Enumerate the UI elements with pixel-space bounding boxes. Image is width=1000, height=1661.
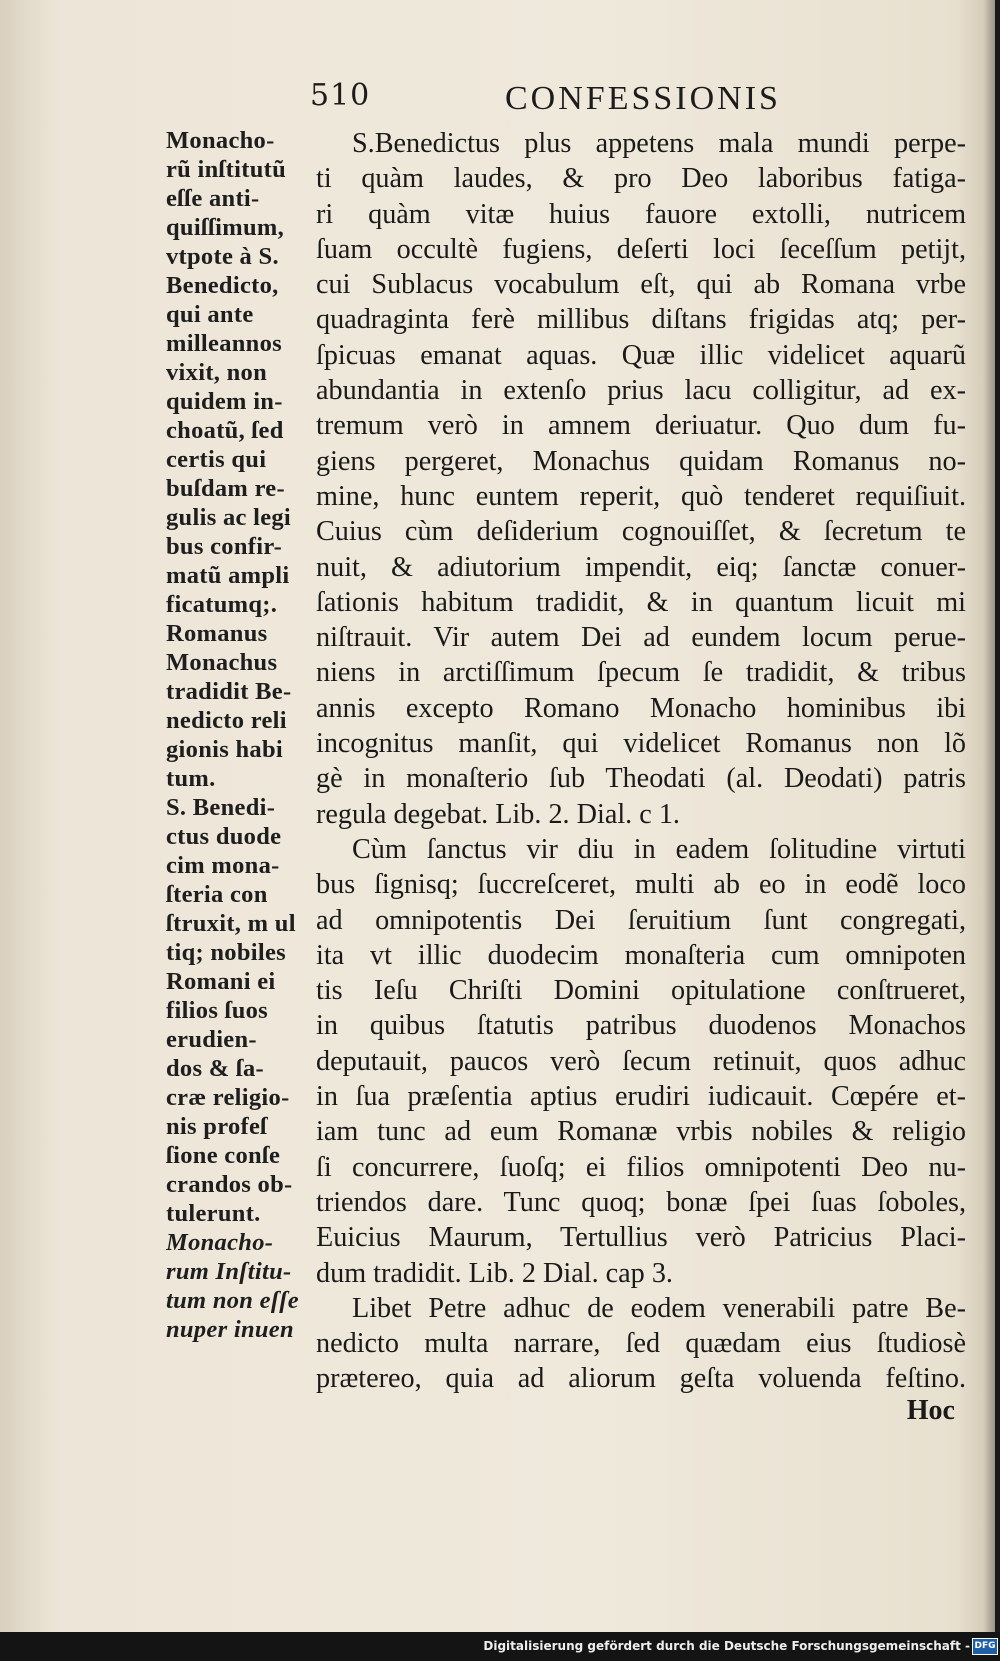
margin-note-line: gionis habi bbox=[166, 736, 284, 763]
body-text-line: gè in monaſterio ſub Theodati (al. Deodati) patris bbox=[316, 763, 966, 795]
body-text-line: Libet Petre adhuc de eodem venerabili patre Be- bbox=[352, 1292, 966, 1324]
body-text-line: quadraginta ferè millibus diſtans frigidas atq; per- bbox=[316, 304, 966, 336]
margin-note-line: quidem in- bbox=[166, 388, 283, 415]
body-text-line: ſuam occultè fugiens, deſerti loci ſeceſſum petijt, bbox=[316, 233, 966, 265]
margin-note-line: buſdam re- bbox=[166, 475, 285, 502]
body-text-line: Cùm ſanctus vir diu in eadem ſolitudine virtuti bbox=[352, 833, 966, 865]
margin-note-line: vixit, non bbox=[166, 359, 268, 386]
margin-note-line: Romani ei bbox=[166, 968, 276, 995]
margin-note-line: crandos ob- bbox=[166, 1171, 293, 1198]
margin-note-line: nuper inuen bbox=[166, 1316, 294, 1343]
body-text-line: nedicto multa narrare, ſed quædam eius ſtudiosè bbox=[316, 1328, 966, 1360]
margin-note-line: ſione conſe bbox=[166, 1142, 281, 1169]
margin-note-line: nis profeſ bbox=[166, 1113, 268, 1140]
body-text-line: tis Ieſu Chriſti Domini opitulatione conſtrueret, bbox=[316, 975, 966, 1007]
margin-notes bbox=[166, 126, 316, 1344]
body-text-line: cui Sublacus vocabulum eſt, qui ab Romana vrbe bbox=[316, 269, 966, 301]
page-edge-shadow bbox=[983, 0, 995, 1632]
page-number: 510 bbox=[310, 78, 371, 113]
margin-note-line: tiq; nobiles bbox=[166, 939, 286, 966]
body-text-line: annis excepto Romano Monacho hominibus ibi bbox=[316, 692, 966, 724]
body-text-line: tremum verò in amnem deriuatur. Quo dum fu- bbox=[316, 410, 966, 442]
body-text-line: ti quàm laudes, & pro Deo laboribus fatiga- bbox=[316, 163, 966, 195]
body-text-line: triendos dare. Tunc quoq; bonæ ſpei ſuas ſoboles, bbox=[316, 1186, 966, 1218]
body-text-line: dum tradidit. Lib. 2 Dial. cap 3. bbox=[316, 1257, 673, 1289]
margin-note-line: tum. bbox=[166, 765, 216, 792]
page-header bbox=[310, 78, 960, 128]
margin-note-line: filios ſuos bbox=[166, 997, 269, 1024]
margin-note-line: ſteria con bbox=[166, 881, 268, 908]
dfg-logo: DFG bbox=[972, 1638, 998, 1655]
body-text-line: in quibus ſtatutis patribus duodenos Monachos bbox=[316, 1010, 966, 1042]
footer-credit: Digitalisierung gefördert durch die Deutsche Forschungsgemeinschaft - bbox=[483, 1639, 970, 1653]
margin-note-line: bus confir- bbox=[166, 533, 283, 560]
body-text-line: ri quàm vitæ huius fauore extolli, nutricem bbox=[316, 198, 966, 230]
running-title: CONFESSIONIS bbox=[505, 80, 781, 117]
margin-note-line: ficatumq;. bbox=[166, 591, 278, 618]
body-text-line: ad omnipotentis Dei ſeruitium ſunt congregati, bbox=[316, 904, 966, 936]
margin-note-line: Monachus bbox=[166, 649, 278, 676]
body-text-line: Cuius cùm deſiderium cognouiſſet, & ſecretum te bbox=[316, 516, 966, 548]
body-text-line: ita vt illic duodecim monaſteria cum omnipoten bbox=[316, 939, 966, 971]
body-text-line: in ſua præſentia aptius erudiri iudicauit. Cœpére et- bbox=[316, 1081, 966, 1113]
margin-note-line: rum Inſtitu- bbox=[166, 1258, 292, 1285]
margin-note-line: matũ ampli bbox=[166, 562, 290, 589]
margin-note-line: Monacho- bbox=[166, 127, 275, 154]
margin-note-line: tradidit Be- bbox=[166, 678, 292, 705]
body-text bbox=[316, 126, 966, 1397]
digitization-footer bbox=[0, 1632, 1000, 1661]
margin-note-line: erudien- bbox=[166, 1026, 257, 1053]
margin-note-line: cræ religio- bbox=[166, 1084, 290, 1111]
body-text-line: ſationis habitum tradidit, & in quantum licuit mi bbox=[316, 586, 966, 618]
body-text-line: bus ſignisq; ſuccreſceret, multi ab eo in eodẽ loco bbox=[316, 869, 966, 901]
margin-note-line: ctus duode bbox=[166, 823, 282, 850]
body-text-line: Euicius Maurum, Tertullius verò Patricius Placi- bbox=[316, 1222, 966, 1254]
margin-note-line: tum non eſſe bbox=[166, 1287, 299, 1314]
margin-note-line: choatũ, ſed bbox=[166, 417, 284, 444]
catchword: Hoc bbox=[906, 1395, 955, 1426]
body-text-line: mine, hunc euntem reperit, quò tenderet requiſiuit. bbox=[316, 480, 966, 512]
body-text-line: S.Benedictus plus appetens mala mundi perpe- bbox=[352, 128, 966, 159]
body-text-line: prætereo, quia ad aliorum geſta voluenda feſtino. bbox=[316, 1363, 966, 1395]
margin-note-line: Romanus bbox=[166, 620, 268, 647]
margin-note-line: eſſe anti- bbox=[166, 185, 260, 212]
margin-note-line: quiſſimum, bbox=[166, 214, 285, 241]
body-text-line: giens pergeret, Monachus quidam Romanus no- bbox=[316, 445, 966, 477]
body-text-line: incognitus manſit, qui videlicet Romanus non lõ bbox=[316, 728, 966, 760]
margin-note-line: milleannos bbox=[166, 330, 282, 357]
margin-note-line: tulerunt. bbox=[166, 1200, 261, 1227]
margin-note-line: vtpote à S. bbox=[166, 243, 279, 270]
margin-note-line: ſtruxit, m ul bbox=[166, 910, 296, 937]
margin-note-line: qui ante bbox=[166, 301, 254, 328]
margin-note-line: nedicto reli bbox=[166, 707, 287, 734]
margin-note-line: Benedicto, bbox=[166, 272, 279, 299]
body-text-line: regula degebat. Lib. 2. Dial. c 1. bbox=[316, 798, 680, 830]
margin-note-line: S. Benedi- bbox=[166, 794, 276, 821]
margin-note-line: gulis ac legi bbox=[166, 504, 292, 531]
margin-note-line: cim mona- bbox=[166, 852, 280, 879]
body-text-line: niſtrauit. Vir autem Dei ad eundem locum perue- bbox=[316, 622, 966, 654]
margin-note-line: certis qui bbox=[166, 446, 267, 473]
body-text-line: ſpicuas emanat aquas. Quæ illic videlicet aquarũ bbox=[316, 339, 966, 371]
margin-note-line: rũ inſtitutũ bbox=[166, 156, 286, 183]
body-text-line: ſi concurrere, ſuoſq; ei filios omnipotenti Deo nu- bbox=[316, 1151, 966, 1183]
body-text-line: niens in arctiſſimum ſpecum ſe tradidit, & tribus bbox=[316, 657, 966, 689]
body-text-line: deputauit, paucos verò ſecum retinuit, quos adhuc bbox=[316, 1045, 966, 1077]
body-text-line: nuit, & adiutorium impendit, eiq; ſanctæ conuer- bbox=[316, 551, 966, 583]
margin-note-line: dos & ſa- bbox=[166, 1055, 264, 1082]
body-text-line: abundantia in extenſo prius lacu colligitur, ad ex- bbox=[316, 375, 966, 407]
body-text-line: iam tunc ad eum Romanæ vrbis nobiles & religio bbox=[316, 1116, 966, 1148]
margin-note-line: Monacho- bbox=[166, 1229, 274, 1256]
